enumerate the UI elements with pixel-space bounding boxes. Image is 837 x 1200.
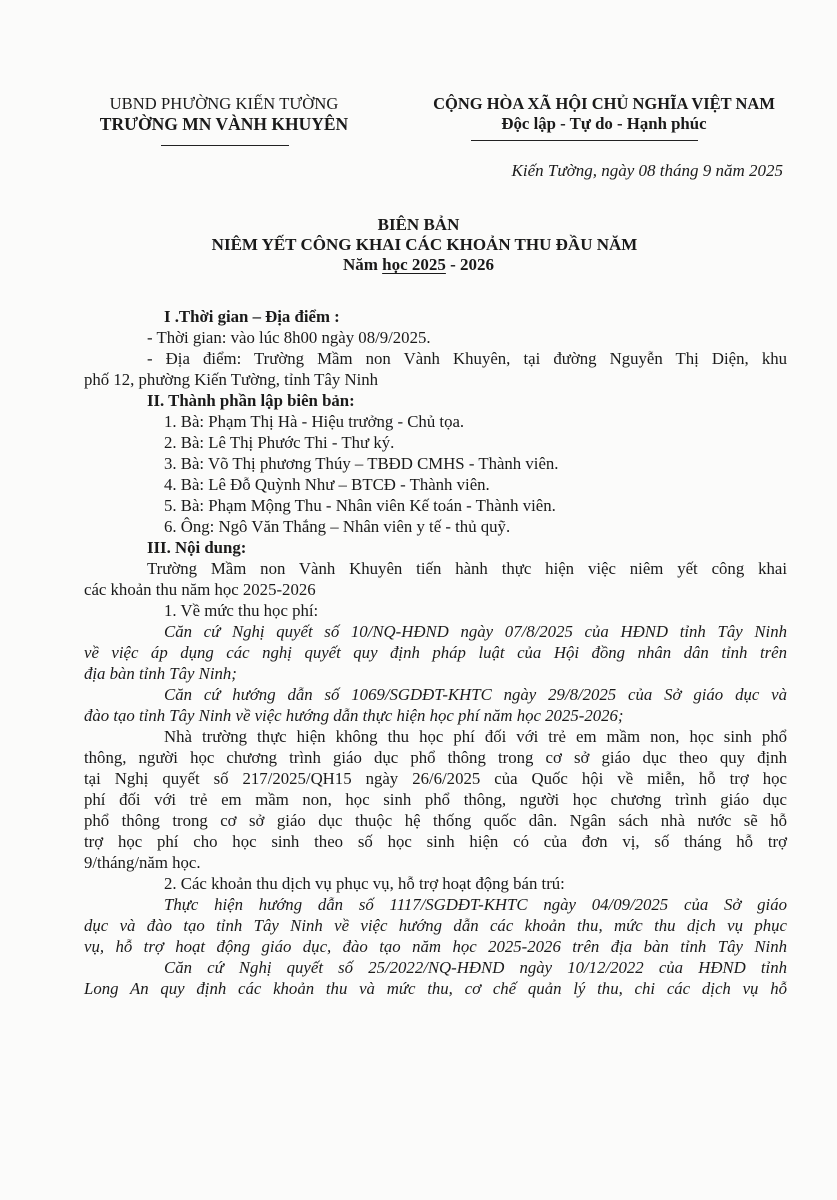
item-2-heading: 2. Các khoản thu dịch vụ phục vụ, hỗ trợ hoạt động bán trú: xyxy=(164,874,565,893)
item-1-body-line: tại Nghị quyết số 217/2025/QH15 ngày 26/6/2025 của Quốc hội về miễn, hỗ trợ học xyxy=(84,769,787,788)
section-3-heading: III. Nội dung: xyxy=(147,538,247,557)
item-1-body-line: phí đối với trẻ em mầm non, học sinh phổ thông, người học chương trình giáo dục xyxy=(84,790,787,809)
intro-line-1: Trường Mầm non Vành Khuyên tiến hành thực hiện việc niêm yết công khai xyxy=(147,559,787,578)
item-2-basis-1-line: dục và đào tạo tỉnh Tây Ninh về việc hướng dẫn các khoản thu, mức thu dịch vụ phục xyxy=(84,916,787,935)
item-1-body-line: Nhà trường thực hiện không thu học phí đối với trẻ em mầm non, học sinh phổ xyxy=(164,727,787,746)
section-1-place-line-2: phố 12, phường Kiến Tường, tỉnh Tây Ninh xyxy=(84,370,379,389)
item-1-basis-1-line: về việc áp dụng các nghị quyết quy định pháp luật của Hội đồng nhân dân tỉnh trên xyxy=(84,643,787,662)
item-1-basis-2-line: đào tạo tỉnh Tây Ninh về việc hướng dẫn thực hiện học phí năm học 2025-2026; xyxy=(84,706,624,725)
member-item: 1. Bà: Phạm Thị Hà - Hiệu trưởng - Chủ tọa. xyxy=(164,412,465,431)
issuing-authority: UBND PHƯỜNG KIẾN TƯỜNG xyxy=(109,94,339,113)
item-1-body-line: trợ học phí cho học sinh theo số học sinh hiện có của đơn vị, số tháng hỗ trợ xyxy=(84,832,787,851)
school-year xyxy=(0,255,837,275)
header-right-rule xyxy=(471,140,698,141)
item-1-basis-1-line: Căn cứ Nghị quyết số 10/NQ-HĐND ngày 07/8/2025 của HĐND tỉnh Tây Ninh xyxy=(164,622,787,641)
item-1-basis-1-line: địa bàn tỉnh Tây Ninh; xyxy=(84,664,237,683)
header-left-rule xyxy=(161,145,289,146)
school-name: TRƯỜNG MN VÀNH KHUYÊN xyxy=(99,114,349,134)
document-type: BIÊN BẢN xyxy=(377,215,460,234)
item-1-heading: 1. Về mức thu học phí: xyxy=(164,601,319,620)
national-motto: Độc lập - Tự do - Hạnh phúc xyxy=(501,114,707,133)
section-1-place-line-1: - Địa điểm: Trường Mầm non Vành Khuyên, tại đường Nguyễn Thị Diện, khu xyxy=(147,349,787,368)
section-2-heading: II. Thành phần lập biên bản: xyxy=(147,391,355,410)
member-item: 5. Bà: Phạm Mộng Thu - Nhân viên Kế toán - Thành viên. xyxy=(164,496,556,515)
item-2-basis-1-line: vụ, hỗ trợ hoạt động giáo dục, đào tạo năm học 2025-2026 trên địa bàn tỉnh Tây Ninh xyxy=(84,937,787,956)
section-1-time: - Thời gian: vào lúc 8h00 ngày 08/9/2025. xyxy=(147,328,431,347)
item-1-basis-2-line: Căn cứ hướng dẫn số 1069/SGDĐT-KHTC ngày 29/8/2025 của Sở giáo dục và xyxy=(164,685,787,704)
school-year-suffix: - 2026 xyxy=(445,255,495,274)
intro-line-2: các khoản thu năm học 2025-2026 xyxy=(84,580,316,599)
member-item: 2. Bà: Lê Thị Phước Thi - Thư ký. xyxy=(164,433,395,452)
school-year-prefix: Năm xyxy=(342,255,383,274)
item-2-basis-2-line: Long An quy định các khoản thu và mức thu, cơ chế quản lý thu, chi các dịch vụ hỗ xyxy=(84,979,787,998)
item-1-body-line: phổ thông trong cơ sở giáo dục thuộc hệ thống quốc dân. Ngân sách nhà nước sẽ hỗ xyxy=(84,811,787,830)
section-1-heading: I .Thời gian – Địa điểm : xyxy=(164,307,340,326)
item-2-basis-1-line: Thực hiện hướng dẫn số 1117/SGDĐT-KHTC ngày 04/09/2025 của Sở giáo xyxy=(164,895,787,914)
item-1-body-line: thông, người học chương trình giáo dục phổ thông trong cơ sở giáo dục theo quy định xyxy=(84,748,787,767)
member-item: 3. Bà: Võ Thị phương Thúy – TBĐD CMHS - Thành viên. xyxy=(164,454,559,473)
country-name: CỘNG HÒA XÃ HỘI CHỦ NGHĨA VIỆT NAM xyxy=(433,94,775,113)
item-2-basis-2-line: Căn cứ Nghị quyết số 25/2022/NQ-HĐND ngày 10/12/2022 của HĐND tỉnh xyxy=(164,958,787,977)
date-line: Kiến Tường, ngày 08 tháng 9 năm 2025 xyxy=(511,161,783,180)
member-item: 4. Bà: Lê Đỗ Quỳnh Như – BTCĐ - Thành viên. xyxy=(164,475,490,494)
item-1-body-line: 9/tháng/năm học. xyxy=(84,853,201,872)
document-title: NIÊM YẾT CÔNG KHAI CÁC KHOẢN THU ĐẦU NĂM xyxy=(211,235,638,254)
school-year-underlined: học 2025 xyxy=(382,255,446,274)
member-item: 6. Ông: Ngô Văn Thắng – Nhân viên y tế - thủ quỹ. xyxy=(164,517,511,536)
